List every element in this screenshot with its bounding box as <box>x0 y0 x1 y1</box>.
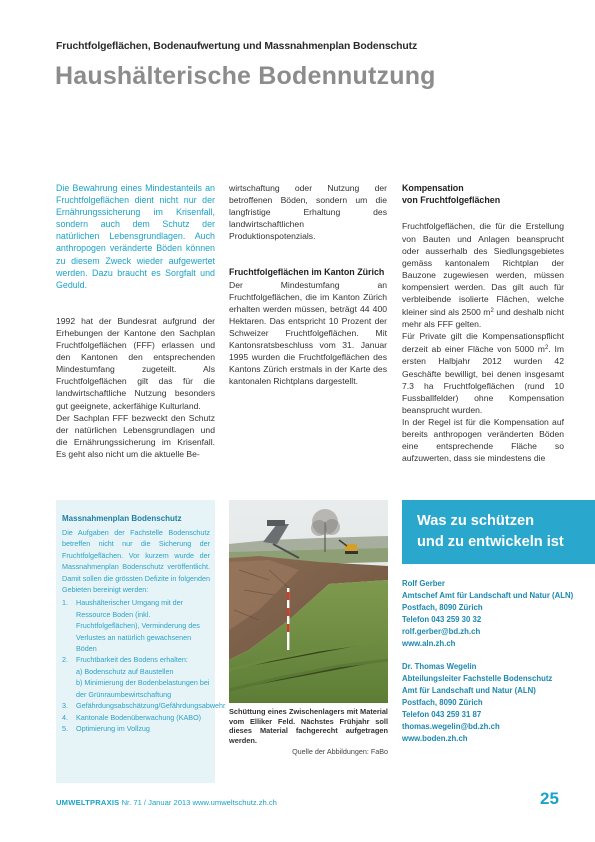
contact-address: Postfach, 8090 Zürich <box>402 697 483 707</box>
footer-issue: Nr. 71 / Januar 2013 <box>121 798 191 807</box>
body-paragraph: 1992 hat der Bundesrat aufgrund der Erhebungen der Kantone den Sachplan Fruchtfolgeflächen (FFF) erlassen und den Kantonen den entsprechenden Mindestumfang zugeteilt. Als Fruchtfolgeflächen gilt das für die landwirtschaftliche Nutzung besonders gut geeignete, ackerfähige Kulturland. <box>56 315 215 411</box>
contact-address: Postfach, 8090 Zürich <box>402 603 483 613</box>
body-paragraph: Der Mindestumfang an Fruchtfolgeflächen, die im Kanton Zürich erhalten werden müssen, beträgt 44 400 Hektaren. Das entspricht 10 Prozent der Schweizer Fruchtfolgeflächen. Mit Kantonsratsbeschluss vom 31. Januar 1995 wurden die Fruchtfolgeflächen des Kantons Zürich erstmals in der Karte des kantonalen Richtplans dargestellt. <box>229 279 387 387</box>
contacts <box>402 578 592 755</box>
list-item-text: Fruchtbarkeit des Bodens erhalten: <box>76 655 188 665</box>
page-number: 25 <box>540 789 559 808</box>
section-heading-line: von Fruchtfolgeflächen <box>402 195 501 206</box>
contact-name: Dr. Thomas Wegelin <box>402 661 477 671</box>
body-paragraph: Der Sachplan FFF bezweckt den Schutz der natürlichen Lebensgrundlagen und die Ernährungssicherung im Krisenfall. Es geht also nicht um die aktuelle Be- <box>56 412 215 459</box>
list-number: 4. <box>62 712 68 722</box>
text-run: Fruchtfolgeflächen, die für die Erstellung von Bauten und Anlagen beansprucht oder ausserhalb des Siedlungsgebietes gemäss kantonalem Richtplan der Bauzone zugewiesen werden, müssen kompensiert werden. Das gilt auch für verbleibende isolierte Flächen, welche kleiner sind als 2500 m <box>402 221 564 318</box>
list-item <box>62 723 210 734</box>
callout-line: und zu entwickeln ist <box>417 534 564 550</box>
sidebar-intro: Die Aufgaben der Fachstelle Bodenschutz betreffen nicht nur die Sicherung der Fruchtfolgeflächen. Vor kurzem wurde der Massnahmenplan Bodenschutz veröffentlicht. Damit sollen die grössten Defizite in folgenden Gebieten bereinigt werden: <box>62 528 210 595</box>
measuring-pole <box>287 588 289 650</box>
article-kicker: Fruchtfolgeflächen, Bodenaufwertung und Massnahmenplan Bodenschutz <box>56 41 418 52</box>
contact-web-link[interactable]: www.boden.zh.ch <box>402 734 468 744</box>
column-2 <box>229 182 387 388</box>
list-item-text: Gefährdungsabschätzung/Gefährdungsabwehr <box>76 701 226 711</box>
soil-deposit-photo <box>229 500 388 703</box>
contact-name: Rolf Gerber <box>402 579 445 588</box>
text-run: und deshalb nicht mehr als FFF gelten. <box>402 307 564 330</box>
image-credit: Quelle der Abbildungen: FaBo <box>292 747 388 756</box>
article-title: Haushälterische Bodennutzung <box>55 62 436 90</box>
section-heading <box>402 182 564 206</box>
figure-caption: Schüttung eines Zwischenlagers mit Material vom Elliker Feld. Nächstes Frühjahr soll dieses Material fachgerecht aufgetragen werden. <box>229 707 388 745</box>
list-item-text: Haushälterischer Umgang mit der Ressource Boden (inkl. Fruchtfolgeflächen), Verminderung des Verlustes an natürlich gewachsenen Böden <box>76 598 200 654</box>
contact-card <box>402 578 592 651</box>
text-run: . Im ersten Halbjahr 2012 wurden 42 Geschäfte bewilligt, bei denen insgesamt 7.3 ha Fruchtfolgeflächen (rund 10 Fussballfelder) ohne Kompensation beansprucht wurden. <box>402 344 564 415</box>
list-number: 1. <box>62 598 68 608</box>
contact-phone: Telefon 043 259 30 32 <box>402 615 482 625</box>
list-item <box>62 654 210 700</box>
measures-list <box>62 597 226 734</box>
contact-web-link[interactable]: www.aln.zh.ch <box>402 639 456 649</box>
body-paragraph: wirtschaftung oder Nutzung der betroffenen Böden, sondern um die langfristige Erhaltung des landwirtschaftlichen Produktionspotenzials. <box>229 183 387 242</box>
contact-role: Abteilungsleiter Fachstelle Bodenschutz <box>402 673 553 683</box>
column-3 <box>402 182 564 464</box>
list-item-text: Optimierung im Vollzug <box>76 723 150 733</box>
list-number: 3. <box>62 701 68 711</box>
callout-line: Was zu schützen <box>417 513 535 529</box>
list-subitem: a) Bodenschutz auf Baustellen <box>76 666 174 676</box>
photo-illustration <box>229 500 388 703</box>
footer-brand: UMWELTPRAXIS <box>56 798 120 807</box>
contact-org: Amt für Landschaft und Natur (ALN) <box>402 685 536 695</box>
column-1 <box>56 182 215 460</box>
superscript: 2 <box>490 308 494 315</box>
contact-email-link[interactable]: rolf.gerber@bd.zh.ch <box>402 627 481 637</box>
sidebar-box <box>56 500 226 783</box>
contact-card <box>402 661 592 746</box>
footer-url[interactable]: www.umweltschutz.zh.ch <box>192 798 277 807</box>
list-item <box>62 700 226 711</box>
contact-role: Amtschef Amt für Landschaft und Natur (ALN) <box>402 591 574 601</box>
list-number: 2. <box>62 655 68 665</box>
list-item-text: Kantonale Bodenüberwachung (KABO) <box>76 712 202 722</box>
text-run: Für Private gilt die Kompensationspflicht derzeit ab einer Fläche von 5000 m <box>402 331 564 355</box>
lead-paragraph: Die Bewahrung eines Mindestanteils an Fruchtfolgeflächen dient nicht nur der Ernährungssicherung im Krisenfall, sondern auch dem Schutz der natürlichen Lebensgrundlagen. Auch anthropogen veränderte Böden können zu diesem Zweck wieder aufgewertet werden. Dazu braucht es Sorgfalt und Geduld. <box>56 183 215 290</box>
list-item <box>62 712 210 723</box>
list-subitem: b) Minimierung der Bodenbelastungen bei der Grünraumbewirtschaftung <box>76 678 210 699</box>
callout-box <box>402 500 595 564</box>
section-heading-line: Kompensation <box>402 183 464 193</box>
sidebar-title: Massnahmenplan Bodenschutz <box>62 514 182 523</box>
body-paragraph: In der Regel ist für die Kompensation auf bereits anthropogen veränderten Böden eine entsprechende Fläche so aufzuwerten, dass sie mindestens die <box>402 416 564 464</box>
page-footer <box>56 798 556 807</box>
contact-email-link[interactable]: thomas.wegelin@bd.zh.ch <box>402 722 500 732</box>
list-item <box>62 597 210 654</box>
body-paragraph <box>402 330 564 416</box>
body-paragraph <box>402 220 564 330</box>
superscript: 2 <box>544 345 549 352</box>
list-number: 5. <box>62 723 68 733</box>
section-heading: Fruchtfolgeflächen im Kanton Zürich <box>229 267 385 278</box>
contact-phone: Telefon 043 259 31 87 <box>402 709 482 719</box>
